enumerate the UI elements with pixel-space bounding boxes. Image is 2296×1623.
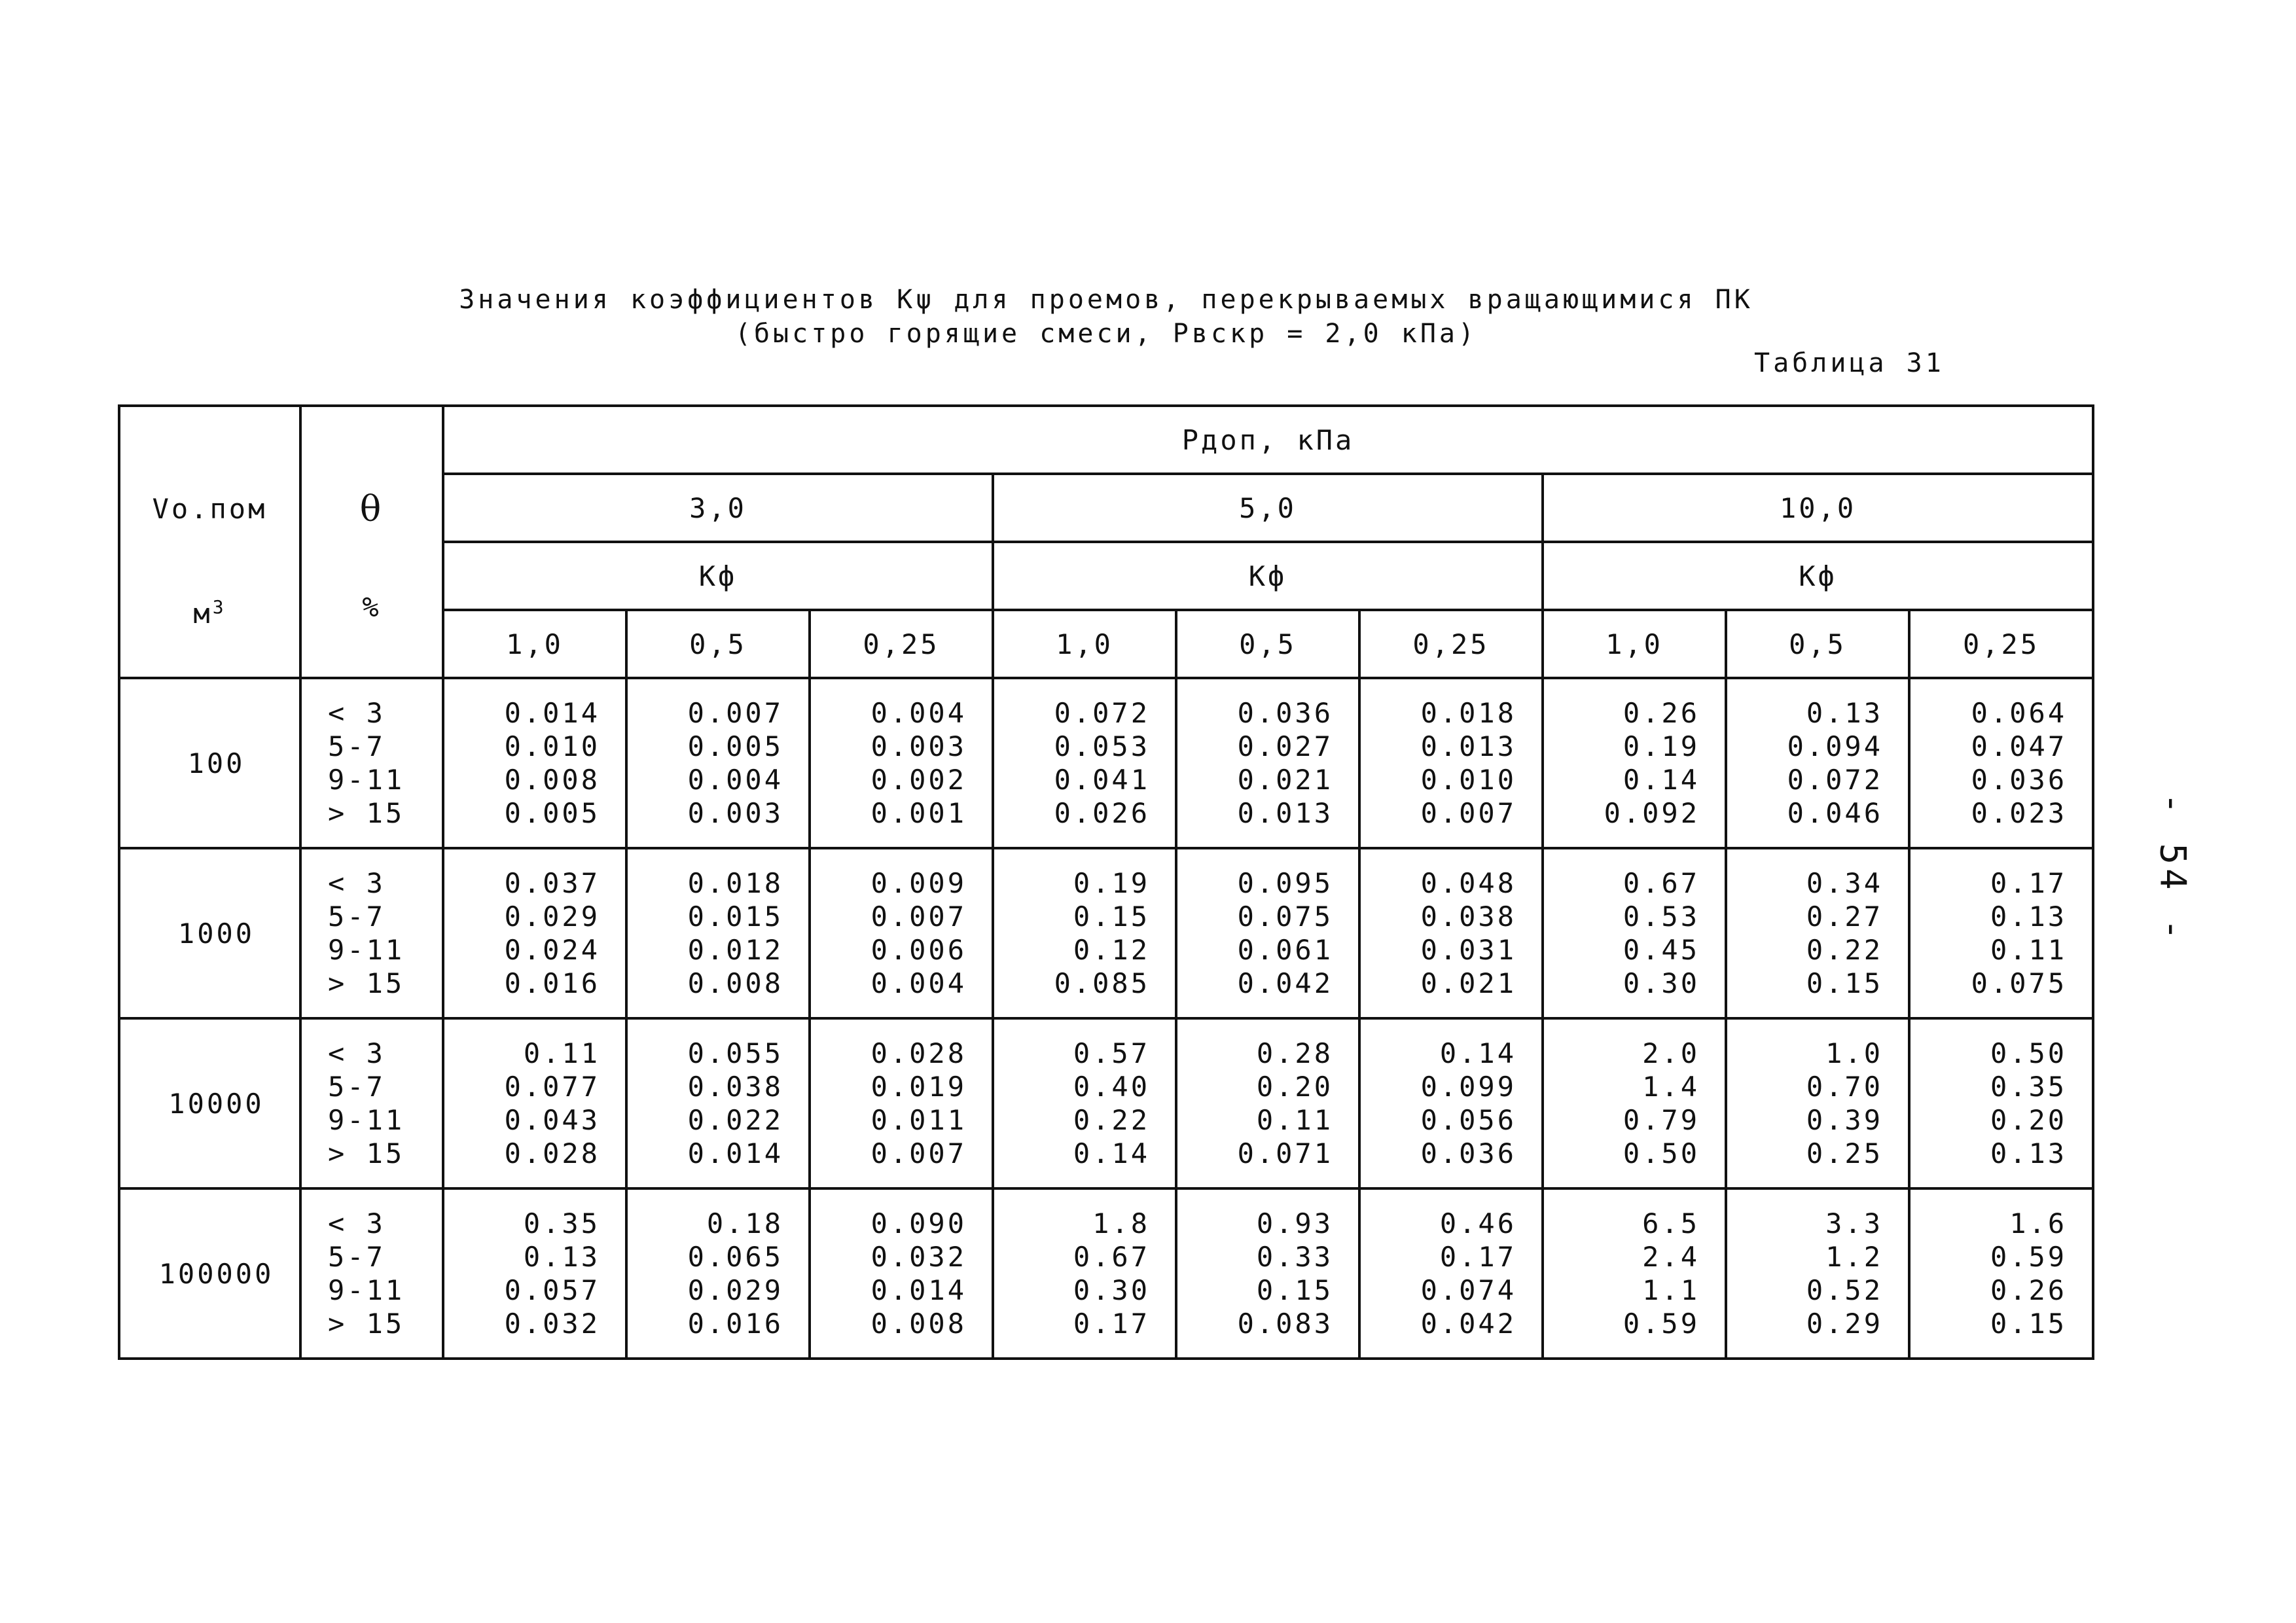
- coefficient-cell: [626, 1188, 810, 1359]
- coefficient-cell: [810, 678, 993, 848]
- coefficient-cell: [1726, 848, 1909, 1018]
- kf-header: Кф: [443, 542, 993, 610]
- coefficient-value: 0.072: [1787, 764, 1883, 796]
- coefficient-value: 0.043: [504, 1104, 600, 1136]
- coefficient-value: 0.14: [1623, 764, 1700, 796]
- coefficient-value: 0.11: [1990, 934, 2068, 966]
- kf-header: Кф: [1543, 542, 2093, 610]
- coefficient-value: 1.8: [1092, 1207, 1150, 1240]
- coefficient-value: 0.13: [1990, 1137, 2068, 1169]
- coefficient-value: 0.67: [1073, 1241, 1150, 1273]
- volume-cell: [119, 1018, 300, 1188]
- page-number: - 54 -: [2152, 793, 2194, 944]
- coefficient-value: 0.037: [504, 867, 600, 899]
- coefficient-cell: [993, 848, 1176, 1018]
- coefficient-value: 0.038: [1420, 901, 1516, 933]
- coefficient-value: 0.014: [870, 1274, 967, 1306]
- table-title-line-2: (быстро горящие смеси, Рвскр = 2,0 кПа): [734, 319, 1478, 349]
- coefficient-value: 0.004: [687, 764, 783, 796]
- coefficient-value: 0.027: [1237, 730, 1333, 762]
- coefficient-cell: [1543, 848, 1726, 1018]
- coefficient-value: 0.13: [1990, 901, 2068, 933]
- theta-range: > 15: [328, 1308, 405, 1340]
- coefficient-value: 0.071: [1237, 1137, 1333, 1169]
- coefficient-value: 0.007: [687, 697, 783, 729]
- coefficient-value: 0.085: [1054, 967, 1150, 999]
- kf-value-header: 0,5: [626, 610, 810, 678]
- coefficient-value: 0.038: [687, 1071, 783, 1103]
- coefficient-value: 0.011: [870, 1104, 967, 1136]
- coefficient-cell: [626, 848, 810, 1018]
- coefficient-value: 0.021: [1237, 764, 1333, 796]
- coefficient-value: 0.20: [1990, 1104, 2068, 1136]
- coefficient-value: 0.19: [1073, 867, 1150, 899]
- volume-header: [119, 406, 300, 678]
- coefficient-value: 0.15: [1806, 967, 1883, 999]
- volume-value: 100: [187, 747, 245, 779]
- coefficient-value: 0.17: [1990, 867, 2068, 899]
- coefficient-value: 0.30: [1623, 967, 1700, 999]
- coefficient-value: 0.22: [1806, 934, 1883, 966]
- coefficient-value: 0.50: [1990, 1037, 2068, 1069]
- coefficient-value: 0.11: [1256, 1104, 1333, 1136]
- table-row: [119, 848, 2093, 1018]
- coefficient-value: 0.13: [523, 1241, 600, 1273]
- kf-value-header: 0,25: [1909, 610, 2093, 678]
- coefficient-value: 0.036: [1420, 1137, 1516, 1169]
- coefficient-value: 0.090: [870, 1207, 967, 1240]
- kf-header: Кф: [993, 542, 1543, 610]
- coefficient-value: 0.024: [504, 934, 600, 966]
- coefficient-value: 1.4: [1642, 1071, 1700, 1103]
- theta-range: 5-7: [328, 901, 386, 933]
- coefficient-value: 0.029: [687, 1274, 783, 1306]
- coefficient-cell: [1909, 1188, 2093, 1359]
- theta-range: < 3: [328, 1207, 386, 1240]
- kf-value-header: 1,0: [443, 610, 626, 678]
- coefficient-value: 0.057: [504, 1274, 600, 1306]
- coefficient-value: 0.010: [1420, 764, 1516, 796]
- coefficient-value: 0.11: [523, 1037, 600, 1069]
- coefficient-cell: [626, 678, 810, 848]
- coefficient-value: 0.064: [1971, 697, 2068, 729]
- volume-value: 100000: [158, 1257, 274, 1290]
- coefficient-value: 0.15: [1073, 901, 1150, 933]
- coefficient-value: 0.14: [1439, 1037, 1516, 1069]
- coefficient-value: 0.016: [687, 1308, 783, 1340]
- coefficient-value: 0.009: [870, 867, 967, 899]
- theta-range-cell: [300, 678, 443, 848]
- coefficient-value: 0.52: [1806, 1274, 1883, 1306]
- pressure-5-header: 5,0: [993, 474, 1543, 542]
- coefficient-cell: [443, 1018, 626, 1188]
- kf-value-header: 0,25: [1359, 610, 1543, 678]
- table-title-line-1: Значения коэффициентов Кψ для проемов, перекрываемых вращающимися ПК: [459, 285, 1753, 315]
- theta-range: 5-7: [328, 1071, 386, 1103]
- coefficient-value: 0.029: [504, 901, 600, 933]
- pressure-header: Рдоп, кПа: [443, 406, 2093, 474]
- coefficient-value: 0.053: [1054, 730, 1150, 762]
- volume-cell: [119, 1188, 300, 1359]
- coefficient-value: 0.27: [1806, 901, 1883, 933]
- coefficient-value: 0.074: [1420, 1274, 1516, 1306]
- coefficient-value: 0.45: [1623, 934, 1700, 966]
- coefficient-value: 0.028: [504, 1137, 600, 1169]
- table-row: [119, 678, 2093, 848]
- coefficient-cell: [810, 848, 993, 1018]
- coefficient-value: 0.023: [1971, 797, 2068, 829]
- coefficient-cell: [993, 678, 1176, 848]
- coefficient-value: 0.072: [1054, 697, 1150, 729]
- coefficient-cell: [443, 848, 626, 1018]
- coefficient-cell: [1909, 1018, 2093, 1188]
- table-body: [119, 678, 2093, 1359]
- theta-range-cell: [300, 1188, 443, 1359]
- coefficient-value: 0.018: [687, 867, 783, 899]
- coefficient-value: 0.022: [687, 1104, 783, 1136]
- coefficient-cell: [810, 1018, 993, 1188]
- kf-value-header: 0,5: [1726, 610, 1909, 678]
- theta-unit: %: [362, 591, 382, 623]
- coefficient-value: 0.26: [1623, 697, 1700, 729]
- theta-range: > 15: [328, 1137, 405, 1169]
- coefficient-value: 0.001: [870, 797, 967, 829]
- coefficient-cell: [1726, 678, 1909, 848]
- theta-header: [300, 406, 443, 678]
- coefficient-value: 0.28: [1256, 1037, 1333, 1069]
- coefficient-value: 0.007: [870, 901, 967, 933]
- kf-value-header: 1,0: [1543, 610, 1726, 678]
- pressure-10-header: 10,0: [1543, 474, 2093, 542]
- kf-value-header: 1,0: [993, 610, 1176, 678]
- coefficient-value: 6.5: [1642, 1207, 1700, 1240]
- coefficient-value: 0.042: [1420, 1308, 1516, 1340]
- volume-value: 10000: [168, 1087, 264, 1120]
- coefficient-value: 0.67: [1623, 867, 1700, 899]
- coefficient-value: 0.50: [1623, 1137, 1700, 1169]
- coefficient-value: 0.008: [870, 1308, 967, 1340]
- coefficient-value: 0.007: [870, 1137, 967, 1169]
- theta-range: > 15: [328, 967, 405, 999]
- coefficient-value: 0.032: [870, 1241, 967, 1273]
- coefficient-value: 0.036: [1237, 697, 1333, 729]
- coefficient-value: 0.14: [1073, 1137, 1150, 1169]
- coefficient-cell: [1359, 848, 1543, 1018]
- coefficient-value: 0.019: [870, 1071, 967, 1103]
- coefficient-value: 0.26: [1990, 1274, 2068, 1306]
- coefficient-cell: [1359, 678, 1543, 848]
- coefficient-value: 0.013: [1237, 797, 1333, 829]
- coefficient-cell: [1726, 1188, 1909, 1359]
- coefficient-value: 0.15: [1256, 1274, 1333, 1306]
- coefficient-cell: [1726, 1018, 1909, 1188]
- theta-range: 5-7: [328, 730, 386, 762]
- coefficient-value: 0.095: [1237, 867, 1333, 899]
- coefficient-cell: [1176, 1018, 1359, 1188]
- coefficient-value: 0.014: [687, 1137, 783, 1169]
- coefficient-value: 0.042: [1237, 967, 1333, 999]
- coefficient-cell: [1359, 1188, 1543, 1359]
- theta-range: 9-11: [328, 1274, 405, 1306]
- coefficient-value: 0.25: [1806, 1137, 1883, 1169]
- coefficient-value: 0.29: [1806, 1308, 1883, 1340]
- volume-cell: [119, 678, 300, 848]
- coefficient-cell: [1176, 1188, 1359, 1359]
- coefficient-value: 0.026: [1054, 797, 1150, 829]
- coefficient-value: 0.006: [870, 934, 967, 966]
- coefficient-cell: [993, 1018, 1176, 1188]
- coefficient-value: 1.0: [1825, 1037, 1883, 1069]
- coefficient-value: 0.031: [1420, 934, 1516, 966]
- coefficient-value: 0.018: [1420, 697, 1516, 729]
- coefficient-value: 0.19: [1623, 730, 1700, 762]
- coefficient-value: 0.22: [1073, 1104, 1150, 1136]
- coefficient-value: 0.083: [1237, 1308, 1333, 1340]
- coefficient-cell: [443, 678, 626, 848]
- coefficient-cell: [1543, 678, 1726, 848]
- coefficient-value: 0.40: [1073, 1071, 1150, 1103]
- coefficient-value: 0.016: [504, 967, 600, 999]
- coefficient-value: 0.013: [1420, 730, 1516, 762]
- coefficient-value: 0.18: [706, 1207, 783, 1240]
- coefficient-value: 0.014: [504, 697, 600, 729]
- coefficient-value: 0.004: [870, 697, 967, 729]
- coefficient-value: 0.35: [523, 1207, 600, 1240]
- volume-cell: [119, 848, 300, 1018]
- pressure-3-header: 3,0: [443, 474, 993, 542]
- coefficient-value: 0.046: [1787, 797, 1883, 829]
- coefficient-value: 0.028: [870, 1037, 967, 1069]
- coefficient-value: 0.57: [1073, 1037, 1150, 1069]
- coefficient-value: 0.032: [504, 1308, 600, 1340]
- coefficient-value: 0.46: [1439, 1207, 1516, 1240]
- kf-value-header: 0,25: [810, 610, 993, 678]
- theta-label: θ: [359, 488, 384, 529]
- coefficient-value: 0.021: [1420, 967, 1516, 999]
- coefficient-value: 0.061: [1237, 934, 1333, 966]
- coefficient-value: 0.33: [1256, 1241, 1333, 1273]
- theta-range: > 15: [328, 797, 405, 829]
- table-number-label: Таблица 31: [1754, 348, 1945, 378]
- coefficient-value: 0.092: [1604, 797, 1700, 829]
- coefficient-cell: [443, 1188, 626, 1359]
- coefficient-value: 1.6: [2009, 1207, 2068, 1240]
- theta-range: < 3: [328, 867, 386, 899]
- theta-range: 9-11: [328, 764, 405, 796]
- coefficient-cell: [1909, 678, 2093, 848]
- coefficient-value: 0.012: [687, 934, 783, 966]
- coefficient-value: 0.077: [504, 1071, 600, 1103]
- coefficient-value: 0.056: [1420, 1104, 1516, 1136]
- coefficient-value: 0.015: [687, 901, 783, 933]
- coefficient-value: 1.1: [1642, 1274, 1700, 1306]
- theta-range: < 3: [328, 697, 386, 729]
- coefficient-value: 0.17: [1439, 1241, 1516, 1273]
- volume-label: Vo.пом: [152, 493, 268, 525]
- coefficient-value: 0.30: [1073, 1274, 1150, 1306]
- coefficient-cell: [810, 1188, 993, 1359]
- coefficient-value: 0.008: [504, 764, 600, 796]
- kf-value-header: 0,5: [1176, 610, 1359, 678]
- table-row: [119, 1018, 2093, 1188]
- table-row: [119, 1188, 2093, 1359]
- theta-range: 5-7: [328, 1241, 386, 1273]
- coefficient-cell: [993, 1188, 1176, 1359]
- coefficient-value: 0.003: [687, 797, 783, 829]
- theta-range: < 3: [328, 1037, 386, 1069]
- coefficient-cell: [1543, 1188, 1726, 1359]
- coefficient-value: 0.35: [1990, 1071, 2068, 1103]
- coefficient-value: 0.005: [504, 797, 600, 829]
- coefficient-cell: [1359, 1018, 1543, 1188]
- coefficient-value: 2.0: [1642, 1037, 1700, 1069]
- theta-range-cell: [300, 848, 443, 1018]
- coefficient-value: 0.34: [1806, 867, 1883, 899]
- coefficient-value: 0.003: [870, 730, 967, 762]
- coefficient-value: 0.094: [1787, 730, 1883, 762]
- coefficient-value: 0.70: [1806, 1071, 1883, 1103]
- coefficient-cell: [1176, 678, 1359, 848]
- coefficient-value: 0.075: [1237, 901, 1333, 933]
- coefficient-value: 0.047: [1971, 730, 2068, 762]
- theta-range-cell: [300, 1018, 443, 1188]
- coefficient-cell: [1543, 1018, 1726, 1188]
- coefficient-cell: [626, 1018, 810, 1188]
- coefficient-value: 0.59: [1623, 1308, 1700, 1340]
- coefficient-value: 0.002: [870, 764, 967, 796]
- coefficient-value: 0.065: [687, 1241, 783, 1273]
- coefficient-value: 0.041: [1054, 764, 1150, 796]
- coefficient-value: 0.099: [1420, 1071, 1516, 1103]
- coefficient-cell: [1176, 848, 1359, 1018]
- coefficient-value: 0.13: [1806, 697, 1883, 729]
- coefficient-value: 2.4: [1642, 1241, 1700, 1273]
- coefficient-value: 0.59: [1990, 1241, 2068, 1273]
- coefficient-cell: [1909, 848, 2093, 1018]
- coefficient-value: 0.010: [504, 730, 600, 762]
- coefficient-value: 0.93: [1256, 1207, 1333, 1240]
- coefficient-value: 0.17: [1073, 1308, 1150, 1340]
- coefficients-table: [118, 404, 2094, 1360]
- coefficient-value: 0.15: [1990, 1308, 2068, 1340]
- table-title: [406, 283, 1806, 351]
- volume-value: 1000: [177, 917, 255, 950]
- coefficient-value: 0.036: [1971, 764, 2068, 796]
- coefficient-value: 0.005: [687, 730, 783, 762]
- coefficient-value: 0.055: [687, 1037, 783, 1069]
- coefficient-value: 0.048: [1420, 867, 1516, 899]
- coefficient-value: 0.075: [1971, 967, 2068, 999]
- coefficient-value: 1.2: [1825, 1241, 1883, 1273]
- coefficient-value: 0.53: [1623, 901, 1700, 933]
- volume-unit: $м^3$: [193, 596, 226, 630]
- coefficient-value: 0.12: [1073, 934, 1150, 966]
- theta-range: 9-11: [328, 1104, 405, 1136]
- theta-range: 9-11: [328, 934, 405, 966]
- coefficient-value: 0.79: [1623, 1104, 1700, 1136]
- coefficient-value: 0.008: [687, 967, 783, 999]
- coefficient-value: 0.004: [870, 967, 967, 999]
- coefficient-value: 0.20: [1256, 1071, 1333, 1103]
- coefficient-value: 3.3: [1825, 1207, 1883, 1240]
- coefficient-value: 0.39: [1806, 1104, 1883, 1136]
- coefficient-value: 0.007: [1420, 797, 1516, 829]
